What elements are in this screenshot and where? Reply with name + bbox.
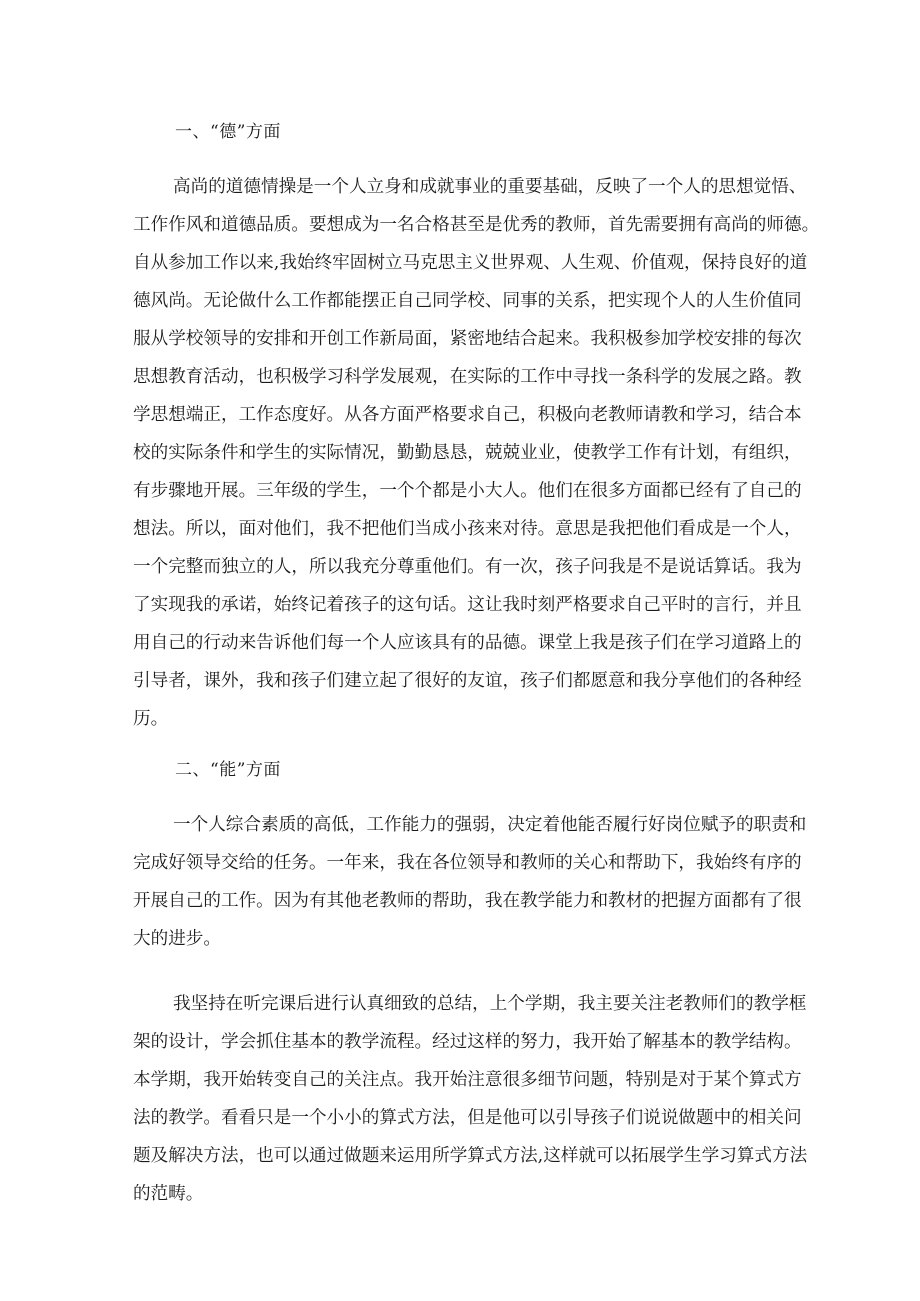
text-line: 本学期，我开始转变自己的关注点。我开始注意很多细节问题，特别是对于某个算式方 (133, 1070, 802, 1090)
section-heading-neng: 二、“能”方面 (175, 760, 281, 780)
text-line: 了实现我的承诺，始终记着孩子的这句话。这让我时刻严格要求自己平时的言行，并且 (133, 595, 802, 615)
text-line: 我坚持在听完课后进行认真细致的总结，上个学期，我主要关注老教师们的教学框 (173, 994, 807, 1014)
text-line: 一个人综合素质的高低，工作能力的强弱，决定着他能否履行好岗位赋予的职责和 (173, 815, 807, 835)
text-line: 历。 (133, 709, 169, 729)
paragraph-neng-2 (133, 985, 813, 1213)
text-line: 校的实际条件和学生的实际情况，勤勤恳恳，兢兢业业，使教学工作有计划，有组织， (133, 443, 802, 463)
paragraph-neng-1 (133, 806, 813, 958)
paragraph-de (133, 168, 820, 738)
text-line: 开展自己的工作。因为有其他老教师的帮助，我在教学能力和教材的把握方面都有了很 (133, 891, 802, 911)
text-line: 题及解决方法，也可以通过做题来运用所学算式方法,这样就可以拓展学生学习算式方法 (133, 1146, 808, 1166)
text-line: 思想教育活动，也积极学习科学发展观，在实际的工作中寻找一条科学的发展之路。教 (133, 367, 802, 387)
text-line: 完成好领导交给的任务。一年来，我在各位领导和教师的关心和帮助下，我始终有序的 (133, 853, 802, 873)
section-heading-de: 一、“德”方面 (175, 122, 281, 142)
text-line: 高尚的道德情操是一个人立身和成就事业的重要基础，反映了一个人的思想觉悟、 (173, 177, 807, 197)
text-line: 的范畴。 (133, 1184, 204, 1204)
text-line: 引导者，课外，我和孩子们建立起了很好的友谊，孩子们都愿意和我分享他们的各种经 (133, 671, 802, 691)
text-line: 一个完整而独立的人，所以我充分尊重他们。有一次，孩子问我是不是说话算话。我为 (133, 557, 802, 577)
text-line: 学思想端正，工作态度好。从各方面严格要求自己，积极向老教师请教和学习，结合本 (133, 405, 802, 425)
text-line: 大的进步。 (133, 929, 221, 949)
text-line: 德风尚。无论做什么工作都能摆正自己同学校、同事的关系，把实现个人的人生价值同 (133, 291, 802, 311)
text-line: 法的教学。看看只是一个小小的算式方法，但是他可以引导孩子们说说做题中的相关问 (133, 1108, 802, 1128)
text-line: 有步骤地开展。三年级的学生，一个个都是小大人。他们在很多方面都已经有了自己的 (133, 481, 802, 501)
text-line: 用自己的行动来告诉他们每一个人应该具有的品德。课堂上我是孩子们在学习道路上的 (133, 633, 802, 653)
text-line: 服从学校领导的安排和开创工作新局面，紧密地结合起来。我积极参加学校安排的每次 (133, 329, 802, 349)
text-line: 工作作风和道德品质。要想成为一名合格甚至是优秀的教师，首先需要拥有高尚的师德。 (133, 215, 820, 235)
text-line: 想法。所以，面对他们，我不把他们当成小孩来对待。意思是我把他们看成是一个人， (133, 519, 802, 539)
text-line: 自从参加工作以来,我始终牢固树立马克思主义世界观、人生观、价值观，保持良好的道 (133, 253, 808, 273)
text-line: 架的设计，学会抓住基本的教学流程。经过这样的努力，我开始了解基本的教学结构。 (133, 1032, 802, 1052)
